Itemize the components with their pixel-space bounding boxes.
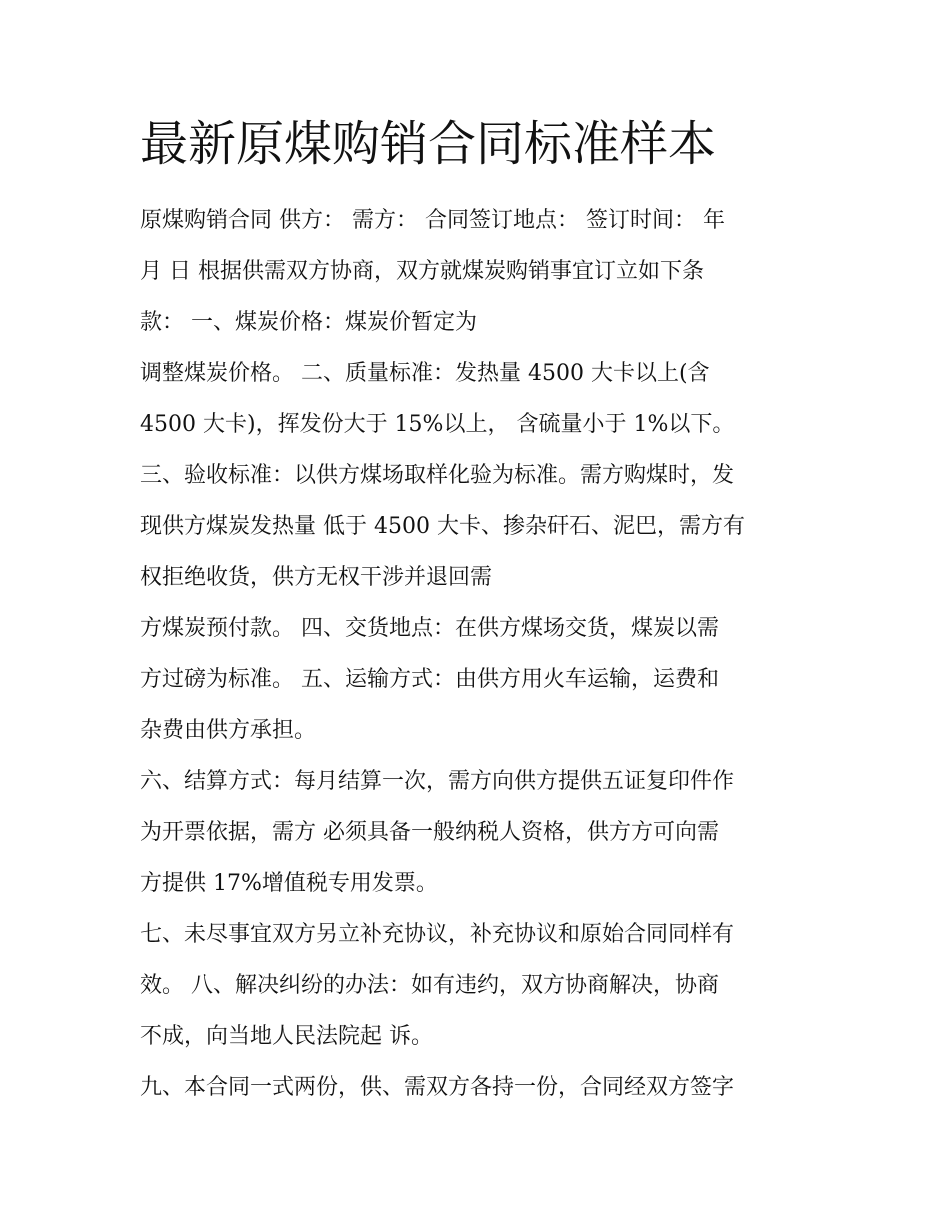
body-line-18: 九、本合同一式两份，供、需双方各持一份，合同经双方签字 bbox=[140, 1075, 735, 1100]
body-line-2: 月 日 根据供需双方协商，双方就煤炭购销事宜订立如下条 bbox=[140, 259, 704, 284]
body-line-11: 杂费由供方承担。 bbox=[140, 718, 317, 743]
body-line-10: 方过磅为标准。 五、运输方式：由供方用火车运输，运费和 bbox=[140, 667, 719, 692]
body-line-8: 权拒绝收货，供方无权干涉并退回需 bbox=[140, 565, 493, 590]
body-line-7: 现供方煤炭发热量 低于 4500 大卡、掺杂矸石、泥巴，需方有 bbox=[140, 514, 745, 539]
body-line-9: 方煤炭预付款。 四、交货地点：在供方煤场交货，煤炭以需 bbox=[140, 616, 719, 641]
body-line-6: 三、验收标准：以供方煤场取样化验为标准。需方购煤时，发 bbox=[140, 463, 735, 488]
body-line-5: 4500 大卡)，挥发份大于 15%以上， 含硫量小于 1%以下。 bbox=[140, 412, 735, 437]
body-line-1: 原煤购销合同 供方： 需方： 合同签订地点： 签订时间： 年 bbox=[140, 208, 725, 233]
body-line-4: 调整煤炭价格。 二、质量标准：发热量 4500 大卡以上(含 bbox=[140, 361, 710, 386]
body-line-13: 为开票依据，需方 必须具备一般纳税人资格，供方方可向需 bbox=[140, 820, 719, 845]
body-line-3: 款： 一、煤炭价格：煤炭价暂定为 bbox=[140, 310, 477, 335]
body-line-15: 七、未尽事宜双方另立补充协议，补充协议和原始合同同样有 bbox=[140, 922, 735, 947]
document-title: 最新原煤购销合同标准样本 bbox=[140, 116, 717, 172]
body-line-12: 六、结算方式：每月结算一次，需方向供方提供五证复印件作 bbox=[140, 769, 735, 794]
body-line-17: 不成，向当地人民法院起 诉。 bbox=[140, 1024, 433, 1049]
body-line-16: 效。 八、解决纠纷的办法：如有违约，双方协商解决，协商 bbox=[140, 973, 719, 998]
body-line-14: 方提供 17%增值税专用发票。 bbox=[140, 871, 438, 896]
